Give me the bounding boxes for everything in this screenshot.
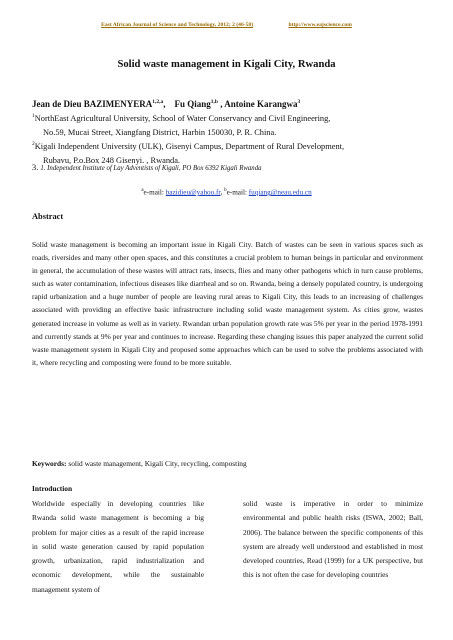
abstract-heading: Abstract bbox=[32, 212, 64, 221]
affiliation-line: No.59, Mucai Street, Xiangfang District, Harbin 150030, P. R. China. bbox=[43, 127, 277, 137]
affiliation-1 bbox=[32, 109, 427, 140]
email-label: e-mail: bbox=[143, 188, 166, 197]
journal-citation: East African Journal of Science and Technology, 2012; 2 (46-58) bbox=[101, 22, 254, 28]
email-superscript: a bbox=[141, 188, 144, 193]
email-separator: , bbox=[220, 188, 225, 197]
paper-title: Solid waste management in Kigali City, Rwanda bbox=[117, 59, 336, 70]
keywords-line bbox=[32, 459, 247, 468]
email-link-author-b[interactable]: fuqiang@neau.edu.cn bbox=[248, 188, 312, 197]
running-header bbox=[0, 22, 453, 28]
email-label: e-mail: bbox=[226, 188, 249, 197]
affiliation-number: 2 bbox=[32, 141, 35, 147]
affiliation-number: 3. bbox=[32, 163, 39, 172]
author-superscript: 1,b bbox=[210, 99, 218, 105]
author-name: Jean de Dieu BAZIMENYERA bbox=[32, 99, 153, 109]
affiliation-line: 1. Independent Institute of Lay Adventists of Kigali, PO Box 6392 Kigali Rwanda bbox=[40, 165, 262, 172]
affiliation-number: 1 bbox=[32, 113, 35, 119]
affiliation-3 bbox=[32, 163, 262, 172]
contact-emails bbox=[0, 188, 453, 196]
author-line: Jean de Dieu BAZIMENYERA$^{1,2,a}$, Fu Qiang$^{1,b}$ , Antoine Karangwa$^3$ bbox=[32, 99, 301, 109]
author-name: Antoine Karangwa bbox=[224, 99, 298, 109]
journal-url-link[interactable]: http://www.eajscience.com bbox=[288, 22, 352, 28]
keywords-text: solid waste management, Kigali City, recycling, composting bbox=[66, 459, 247, 468]
email-superscript: b bbox=[224, 188, 227, 193]
email-link-author-a[interactable]: bazidieu@yahoo.fr bbox=[165, 188, 221, 197]
affiliation-line: Kigali Independent University (ULK), Gisenyi Campus, Department of Rural Development, bbox=[34, 141, 345, 151]
affiliation-line: NorthEast Agricultural University, School of Water Conservancy and Civil Engineering, bbox=[34, 113, 331, 123]
keywords-label: Keywords: bbox=[32, 459, 67, 468]
author-superscript: 3 bbox=[297, 99, 301, 105]
abstract-body: Solid waste management is becoming an important issue in Kigali City. Batch of wastes can be seen in various spaces such as roads, riversides and many other open spaces, and this constitutes a crucial problem to human beings in particular and environment in general, the accumulation of these wastes will attract rats, insects, flies and many other pathogens which in turn cause problems, such as water contamination, infectious diseases like diarrheal and so on. Rwanda, being a densely populated country, is undergoing rapid urbanization and a huge number of people are leaving rural areas to Kigali City, this leads to an increasing of challenges associated with providing an effective basic infrastructure including solid waste management system. As cities grow, wastes generated increase in volume as well as in variety. Rwandan urban population growth rate was 5% per year in the period 1978-1991 and currently stands at 9% per year and continues to increase. Regarding these changing issues this paper analyzed the current solid waste management system in Kigali City and proposed some approaches which can be used to solve the problems associated with it, where recycling and composting were found to be more suitable. bbox=[32, 240, 423, 367]
author-name: Fu Qiang bbox=[174, 99, 211, 109]
introduction-heading: Introduction bbox=[32, 484, 73, 493]
author-superscript: 1,2,a bbox=[152, 99, 164, 105]
affiliation-line: Rubavu, P.o.Box 248 Gisenyi. , Rwanda. bbox=[43, 155, 181, 165]
introduction-left-column: Worldwide especially in developing countries like Rwanda solid waste management is becoming a big problem for major cities as a result of the rapid increase in solid waste generation caused by rapid population growth, urbanization, rapid industrialization and economic development, while the sustainable management system of bbox=[32, 499, 204, 594]
introduction-right-column: solid waste is imperative in order to minimize environmental and public health risks (ISWA, 2002; Ball, 2006). The balance between the specific components of this system are already well understood and established in most developed countries, Read (1999) for a UK perspective, but this is not often the case for developing countries bbox=[243, 499, 423, 580]
